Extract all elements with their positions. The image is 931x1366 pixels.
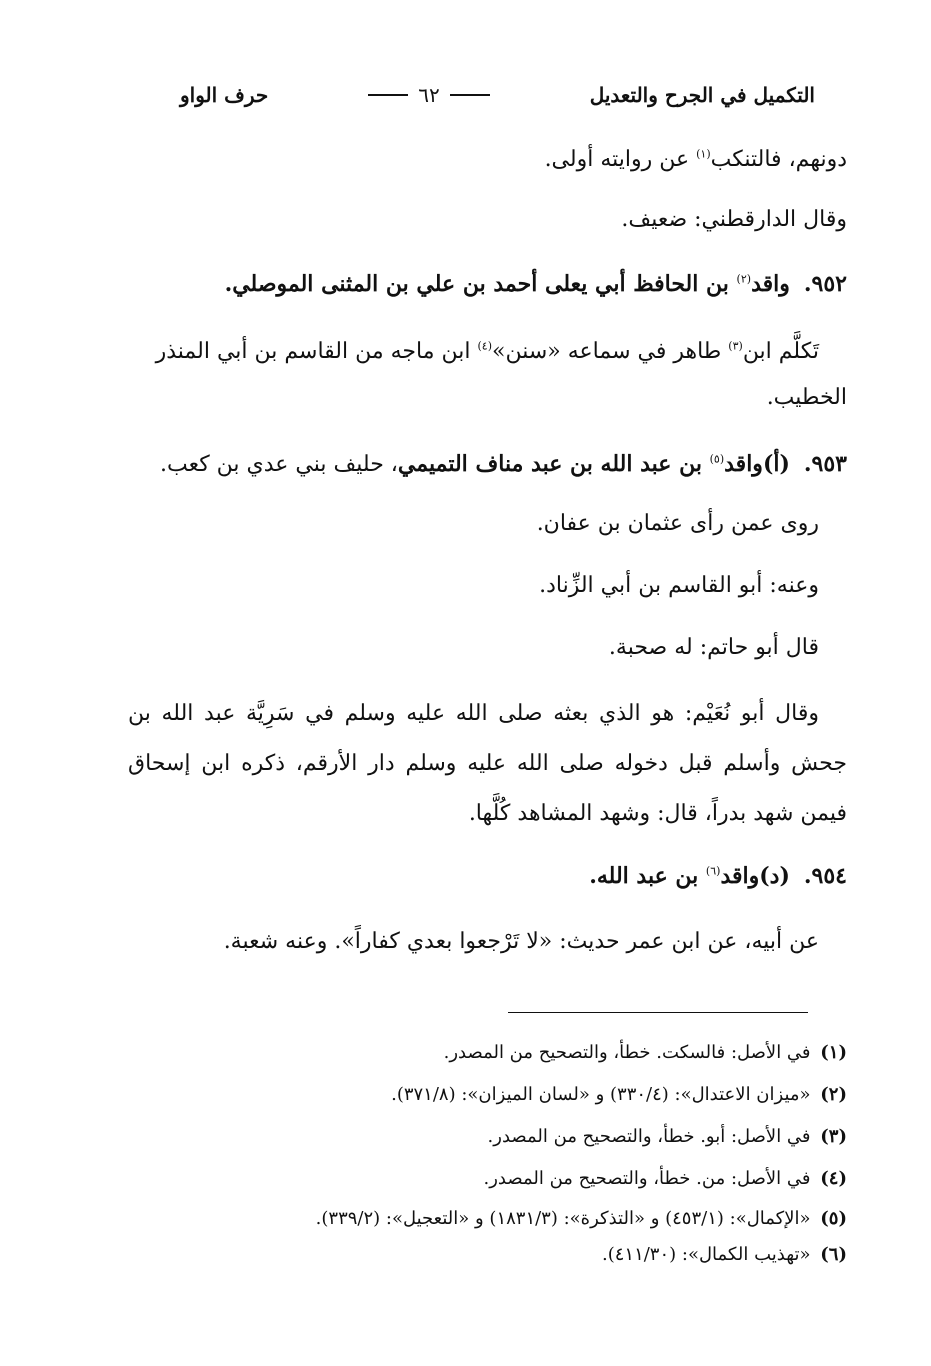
text-fragment: وعنه: أبو القاسم بن أبي الزِّناد. bbox=[539, 573, 819, 598]
body-line-8 bbox=[128, 694, 819, 734]
body-line-4 bbox=[767, 378, 847, 418]
footnote-text: «ميزان الاعتدال»: (٣٣٠/٤) و «لسان الميزان»: (٣٧١/٨). bbox=[391, 1084, 811, 1105]
entry-number: ٩٥٣. bbox=[803, 451, 847, 477]
footnote-ref: (٤) bbox=[477, 339, 492, 353]
footnote-text: في الأصل: من. خطأ، والتصحيح من المصدر. bbox=[483, 1168, 811, 1189]
entry-name: واقد bbox=[751, 271, 790, 297]
text-fragment: طاهر في سماعه «سنن» bbox=[492, 339, 729, 364]
footnote-ref: (٥) bbox=[709, 452, 725, 466]
footnote-ref: (٢) bbox=[736, 272, 752, 286]
text-fragment: عن أبيه، عن ابن عمر حديث: «لا تَرْجعوا بعدي كفاراً». وعنه شعبة. bbox=[223, 929, 819, 954]
text-fragment: دونهم، فالتنكب bbox=[710, 147, 847, 172]
text-fragment: عن روايته أولى. bbox=[544, 147, 697, 172]
text-fragment: روى عمن رأى عثمان بن عفان. bbox=[536, 511, 819, 536]
header-page-marker bbox=[368, 83, 489, 107]
footnote-6 bbox=[602, 1240, 847, 1270]
body-line-9 bbox=[128, 744, 847, 784]
entry-953 bbox=[160, 444, 847, 485]
text-fragment: تَكلَّم ابن bbox=[742, 339, 819, 364]
footnote-separator bbox=[508, 1012, 808, 1013]
body-line-10 bbox=[469, 794, 847, 834]
footnote-text: في الأصل: فالسكت. خطأ، والتصحيح من المصدر. bbox=[443, 1042, 811, 1063]
text-fragment: جحش وأسلم قبل دخوله صلى الله عليه وسلم دار الأرقم، ذكره ابن إسحاق bbox=[128, 751, 847, 776]
footnote-3 bbox=[488, 1122, 847, 1152]
entry-name-rest: بن عبد الله. bbox=[589, 863, 706, 889]
entry-description: ، حليف بني عدي بن كعب. bbox=[160, 452, 398, 477]
entry-number: ٩٥٤. bbox=[803, 863, 847, 889]
header-section: حرف الواو bbox=[180, 83, 269, 107]
body-line-2 bbox=[621, 200, 847, 240]
footnote-number: (٣) bbox=[820, 1126, 847, 1147]
footnote-number: (٢) bbox=[820, 1084, 847, 1105]
text-fragment: قال أبو حاتم: له صحبة. bbox=[608, 635, 819, 660]
header-dash-right bbox=[450, 94, 490, 96]
text-fragment: وقال أبو نُعَيْم: هو الذي بعثه صلى الله عليه وسلم في سَرِيَّة عبد الله بن bbox=[128, 701, 819, 726]
body-line-1 bbox=[545, 140, 847, 180]
footnote-ref: (١) bbox=[696, 147, 711, 161]
text-fragment: وقال الدارقطني: ضعيف. bbox=[621, 207, 847, 232]
body-line-6 bbox=[539, 566, 819, 606]
footnote-2 bbox=[391, 1080, 847, 1110]
running-header bbox=[180, 78, 815, 112]
text-fragment: الخطيب. bbox=[766, 385, 847, 410]
entry-name-rest: بن عبد الله بن عبد مناف التميمي bbox=[397, 451, 710, 477]
entry-952 bbox=[225, 264, 847, 305]
body-line-5 bbox=[537, 504, 819, 544]
entry-name: واقد bbox=[720, 863, 760, 889]
body-line-7 bbox=[609, 628, 819, 668]
footnote-number: (٤) bbox=[820, 1168, 847, 1189]
text-fragment: فيمن شهد بدراً، قال: وشهد المشاهد كُلَّها. bbox=[468, 801, 847, 826]
footnote-text: «تهذيب الكمال»: (٤١١/٣٠). bbox=[601, 1244, 811, 1265]
footnote-number: (١) bbox=[820, 1042, 847, 1063]
footnote-number: (٥) bbox=[820, 1208, 847, 1229]
entry-symbol: (د) bbox=[759, 863, 790, 889]
footnote-ref: (٣) bbox=[728, 339, 743, 353]
footnote-5 bbox=[316, 1204, 847, 1234]
body-line-3 bbox=[156, 332, 819, 372]
header-dash-left bbox=[368, 94, 408, 96]
footnote-ref: (٦) bbox=[705, 864, 721, 878]
body-line-11 bbox=[224, 922, 819, 962]
entry-954 bbox=[589, 856, 847, 897]
entry-number: ٩٥٢. bbox=[803, 271, 847, 297]
entry-name: واقد bbox=[724, 451, 763, 477]
header-book-title: التكميل في الجرح والتعديل bbox=[589, 83, 815, 107]
text-fragment: ابن ماجه من القاسم بن أبي المنذر bbox=[155, 339, 478, 364]
entry-symbol: (أ) bbox=[762, 451, 790, 477]
footnote-1 bbox=[444, 1038, 847, 1068]
footnote-text: «الإكمال»: (٤٥٣/١) و «التذكرة»: (١٨٣١/٣) و «التعجيل»: (٣٣٩/٢). bbox=[315, 1208, 811, 1229]
header-page-number: ٦٢ bbox=[418, 83, 440, 107]
entry-name-rest: بن الحافظ أبي يعلى أحمد بن علي بن المثنى الموصلي. bbox=[224, 271, 737, 297]
footnote-4 bbox=[483, 1164, 847, 1194]
footnote-text: في الأصل: أبو. خطأ، والتصحيح من المصدر. bbox=[487, 1126, 811, 1147]
footnote-number: (٦) bbox=[820, 1244, 847, 1265]
